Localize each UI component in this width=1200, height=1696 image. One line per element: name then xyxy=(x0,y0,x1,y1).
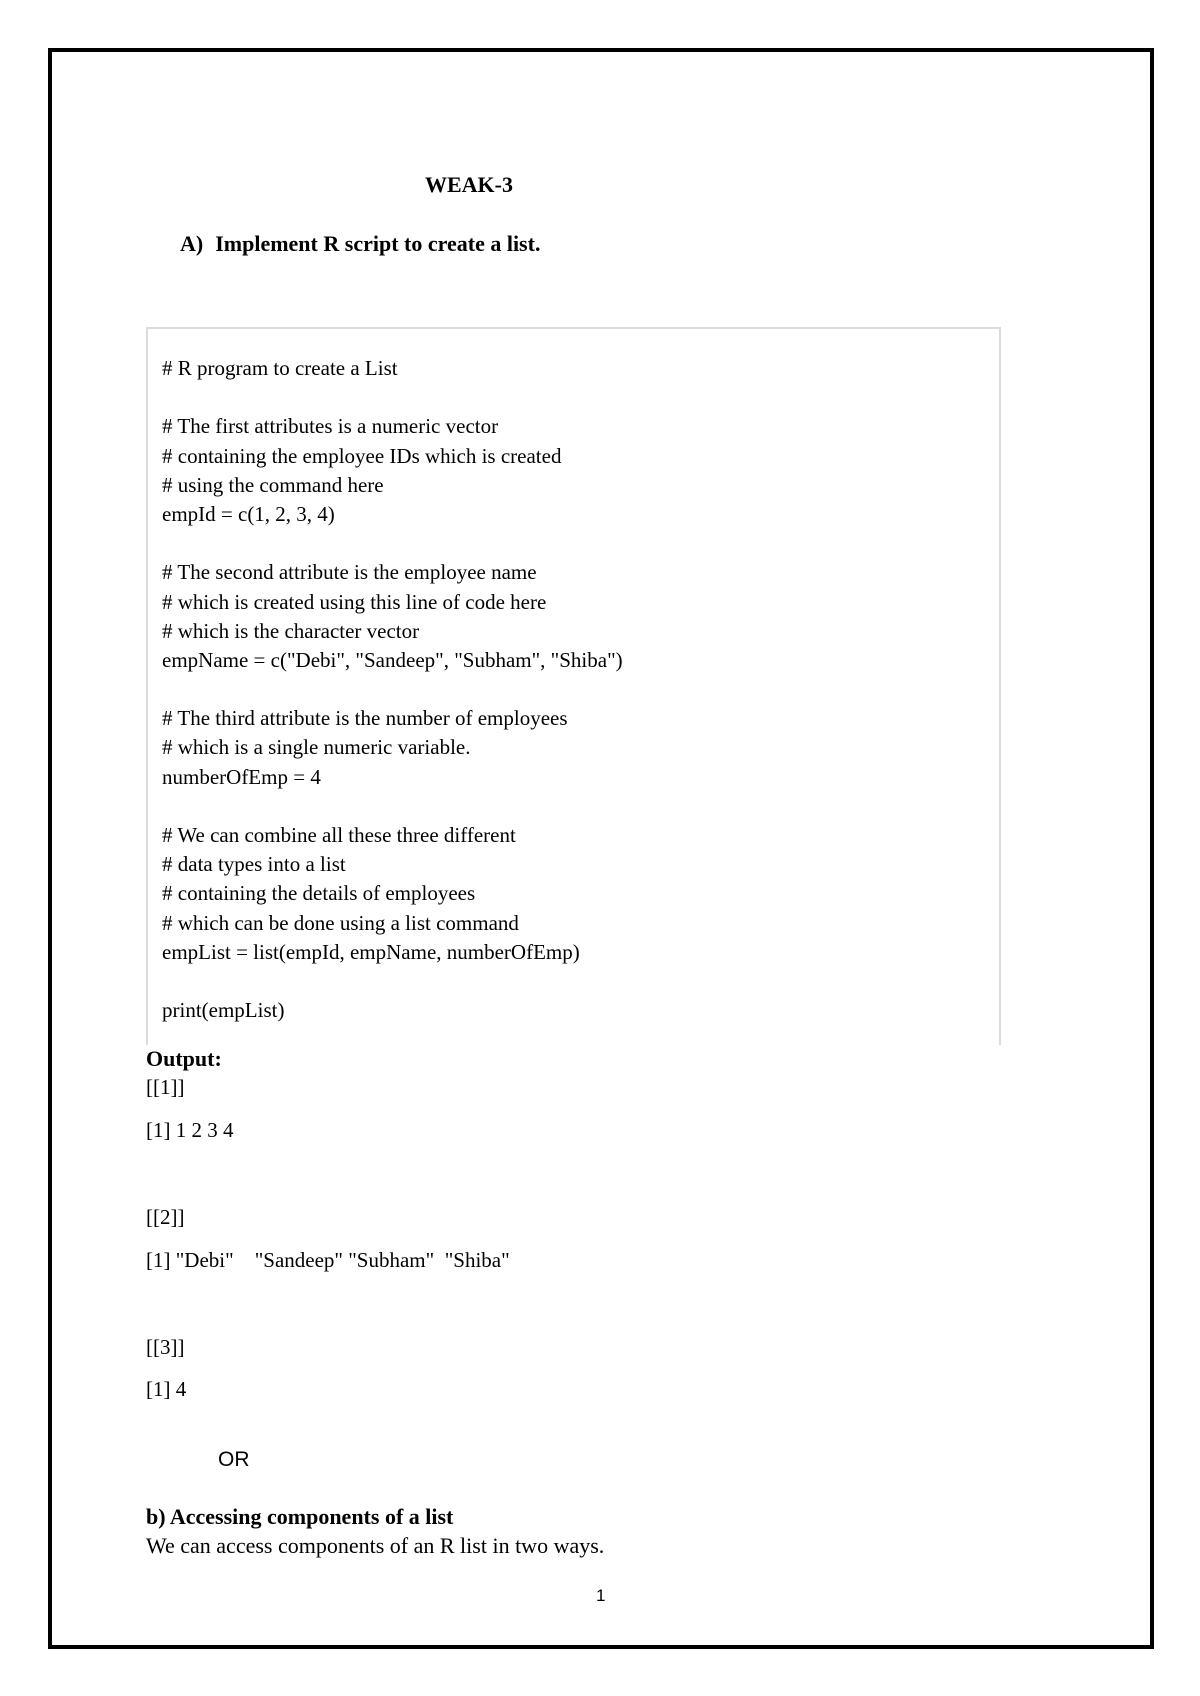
section-b-text: We can access components of an R list in two ways. xyxy=(146,1533,605,1558)
question-label: A) xyxy=(180,231,204,256)
output-index-3: [[3]] xyxy=(146,1335,185,1359)
code-line xyxy=(162,792,623,821)
output-index-1: [[1]] xyxy=(146,1075,185,1099)
code-line: # which is a single numeric variable. xyxy=(162,735,471,760)
code-line: # The second attribute is the employee name xyxy=(162,560,537,585)
code-line: # data types into a list xyxy=(162,852,346,877)
code-line: numberOfEmp = 4 xyxy=(162,764,321,789)
section-b-heading: b) Accessing components of a list xyxy=(146,1504,454,1529)
question-heading xyxy=(180,231,540,257)
code-line: empId = c(1, 2, 3, 4) xyxy=(162,501,335,526)
code-line: empName = c("Debi", "Sandeep", "Subham", "Shiba") xyxy=(162,647,623,672)
code-line: # R program to create a List xyxy=(162,356,398,380)
code-line: # using the command here xyxy=(162,472,384,497)
code-line: # We can combine all these three different xyxy=(162,823,516,847)
code-line: empList = list(empId, empName, numberOfEmp) xyxy=(162,939,580,964)
code-line: # which is created using this line of code here xyxy=(162,589,547,614)
code-line: # containing the employee IDs which is created xyxy=(162,443,562,468)
page-title: WEAK-3 xyxy=(425,172,513,197)
output-label: Output: xyxy=(146,1046,222,1071)
code-line: # containing the details of employees xyxy=(162,881,476,906)
code-block xyxy=(162,354,623,1025)
page-number: 1 xyxy=(596,1586,606,1605)
code-line xyxy=(162,529,623,558)
code-line: # which is the character vector xyxy=(162,618,420,643)
or-separator: OR xyxy=(218,1448,250,1471)
output-value-2: [1] "Debi" "Sandeep" "Subham" "Shiba" xyxy=(146,1248,510,1272)
code-line: # which can be done using a list command xyxy=(162,910,519,935)
code-line: # The third attribute is the number of employees xyxy=(162,706,568,731)
code-line: print(empList) xyxy=(162,998,285,1023)
output-value-3: [1] 4 xyxy=(146,1377,187,1401)
question-text: Implement R script to create a list. xyxy=(215,231,541,256)
output-value-1: [1] 1 2 3 4 xyxy=(146,1118,234,1142)
code-line: # The first attributes is a numeric vector xyxy=(162,414,499,439)
code-line xyxy=(162,675,623,704)
output-index-2: [[2]] xyxy=(146,1205,185,1229)
code-line xyxy=(162,967,623,996)
code-line xyxy=(162,383,623,412)
